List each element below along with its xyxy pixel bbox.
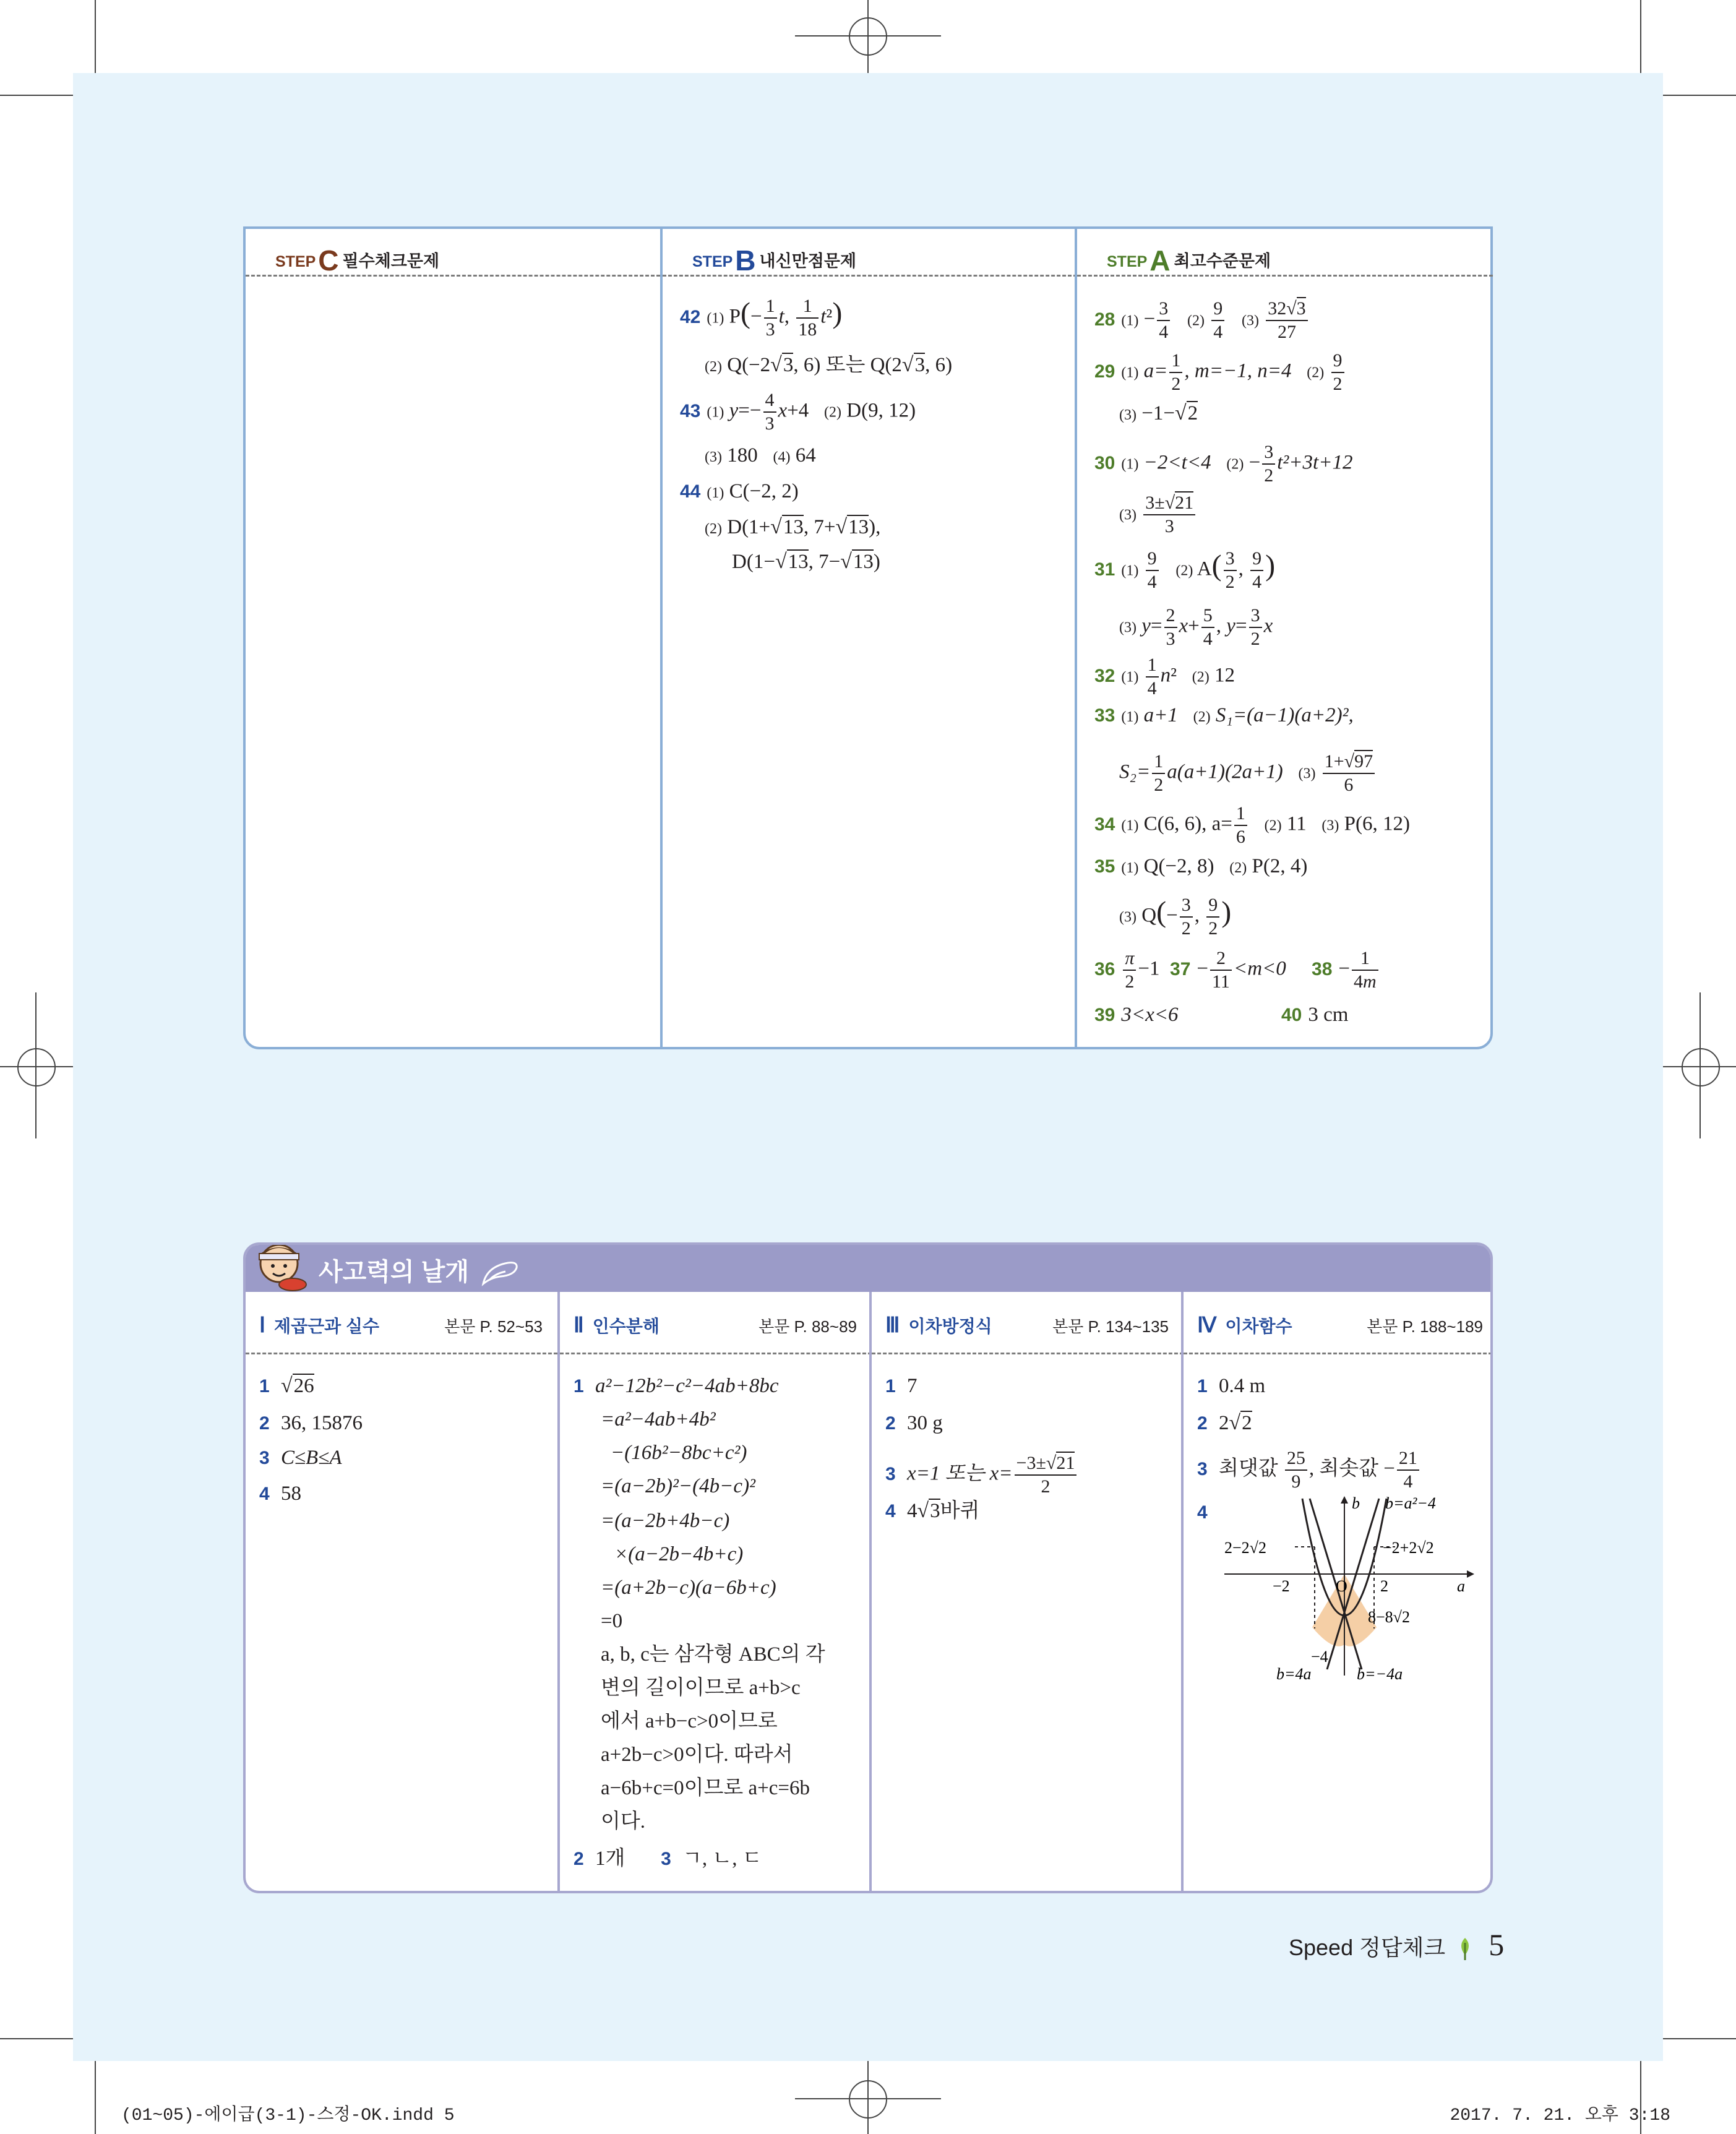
crop-mark [95,2061,96,2134]
answer-text: 0.4 m [1218,1375,1266,1397]
step-letter: A [1149,244,1171,277]
unit-1-column [246,1292,557,1891]
roman-numeral: Ⅲ [885,1314,900,1337]
roman-numeral: Ⅰ [259,1314,266,1337]
date-slug: 2017. 7. 21. 오후 3:18 [1450,2106,1670,2125]
answer-35-3: (3) Q(− $\frac{3}{2}$ , $\frac{9}{2}$ ) [1119,895,1232,939]
registration-line [1699,992,1701,1138]
answer-number: 2 [574,1849,584,1869]
unit-name: 이차방정식 [908,1317,992,1336]
answer-text: 에서 a+b−c>0이므로 [601,1710,778,1732]
crop-mark [0,2038,73,2039]
part-label: (3) [1119,407,1137,423]
step-a-header [1077,229,1493,277]
answer-text: , 7+ [803,516,836,538]
right-intersection-label: −2+2√2 [1383,1539,1434,1557]
part-label: (1) [1121,860,1139,876]
registration-mark [17,1048,56,1086]
answer-text: 30 g [906,1412,943,1434]
answer-text: a−6b+c=0이므로 a+c=6b [601,1777,810,1799]
u3-answer-3: 3 x=1 또는 x= $\frac{-3\pm√21}{2}$ [885,1454,1078,1496]
part-label: (2) [1307,364,1325,381]
part-label: (1) [1121,669,1139,686]
answer-35-1 [1094,854,1307,880]
answer-number: 1 [1197,1376,1208,1396]
answer-number: 3 [661,1849,671,1869]
answer-text: =(a−2b)²−(4b−c)² [601,1475,755,1497]
part-label: (4) [773,449,791,465]
crop-mark [1663,95,1736,96]
line-label-4a: b=4a [1276,1665,1312,1683]
part-label: (1) [707,404,724,421]
answer-text: 1개 [595,1848,625,1870]
unit-1-label [259,1313,379,1338]
left-intersection-label: 2−2√2 [1224,1539,1266,1557]
answer-text: −2<t<4 [1143,451,1211,474]
answer-text: =a²−4ab+4b² [601,1408,716,1431]
registration-line [867,2061,869,2134]
answer-number: 1 [259,1376,270,1396]
u2-text-2 [601,1676,801,1700]
answer-29-3: (3) −1−√2 [1119,402,1198,424]
registration-line [0,1066,73,1067]
answer-text: a+2b−c>0이다. 따라서 [601,1744,793,1766]
answer-text: 바퀴 [940,1500,980,1522]
page-footer [1289,1927,1504,1963]
step-b-label [692,240,857,277]
u2-text-3 [601,1709,778,1734]
answer-text: 64 [795,444,816,467]
answer-number: 37 [1170,958,1191,979]
u2-text-6 [601,1809,645,1834]
curve-label: b=a²−4 [1385,1494,1436,1512]
unit-name: 이차함수 [1225,1317,1292,1336]
crop-mark [1640,0,1641,73]
u3-answer-1 [885,1374,917,1399]
u4-answer-3: 3 최댓값 $\frac{25}{9}$ , 최솟값 − $\frac{21}{4}$ [1197,1449,1421,1491]
leaf-icon [1458,1937,1472,1961]
u1-answer-2 [259,1411,363,1436]
answer-30-3: (3) $\frac{3\pm√21}{3}$ [1119,494,1197,536]
step-c-label [275,240,440,277]
u2-line-2 [601,1407,716,1432]
part-label: (3) [1241,312,1259,329]
crop-mark [0,95,73,96]
answer-text: , 7− [808,551,841,573]
answer-40 [1281,1002,1348,1028]
step-name: 필수체크문제 [342,252,440,270]
answer-text: 3<x<6 [1121,1004,1179,1026]
mascot-icon [248,1242,316,1294]
label-text: −2+2 [1383,1539,1417,1557]
answer-text: C(6, 6), a= [1143,812,1232,835]
step-name: 내신만점문제 [759,252,857,270]
answer-text: ) [873,551,880,573]
file-slug: (01~05)-에이급(3-1)-스정-OK.indd 5 [121,2106,455,2125]
step-word: STEP [692,253,733,270]
registration-line [35,992,37,1138]
step-b-header [663,229,1077,277]
unit-4-header [1184,1292,1493,1354]
sago-title-text: 사고력의 날개 [319,1258,469,1286]
answer-number: 28 [1094,309,1115,330]
step-word: STEP [275,253,316,270]
answer-34: 34 (1) C(6, 6), a= $\frac{1}{6}$ (2) 11 (3) P(6, 12) [1094,803,1410,847]
roman-numeral: Ⅳ [1197,1314,1217,1337]
answer-30-1: 30 (1) −2<t<4 (2) − $\frac{3}{2}$ t²+3t+12 [1094,442,1353,486]
u2-answer-1 [574,1374,779,1399]
answer-text: C≤B≤A [280,1447,342,1469]
part-label: (2) [1193,709,1211,725]
answer-text: −1− [1141,402,1175,424]
u1-answer-3 [259,1445,342,1471]
u2-answer-2-3 [574,1846,762,1872]
crop-mark [1663,2038,1736,2039]
answer-text: 7 [906,1375,917,1397]
answer-text: 180 [727,444,758,467]
sago-header [246,1245,1490,1292]
answer-text: x=1 또는 x= [906,1462,1013,1485]
u2-line-3 [611,1440,747,1465]
part-label: (2) [1175,562,1193,579]
answer-number: 35 [1094,856,1115,877]
u4-answer-4 [1197,1500,1214,1525]
step-letter: C [318,244,339,277]
answer-number: 4 [885,1501,896,1521]
unit-2-page: 본문 P. 88~89 [758,1317,857,1336]
answer-number: 2 [885,1413,896,1434]
answer-number: 44 [680,481,701,502]
answer-number: 42 [680,306,701,327]
answer-33-2: S₂= $\frac{1}{2}$ a(a+1)(2a+1) (3) $\frac{1+√97}{6}$ [1119,752,1377,794]
step-c-header [246,229,660,277]
part-label: (3) [1119,507,1137,523]
answer-number: 2 [1197,1413,1208,1434]
part-label: (2) [824,404,842,421]
answer-text: P(6, 12) [1344,812,1410,835]
answer-text: 36, 15876 [280,1412,363,1434]
u1-answer-4 [259,1481,301,1507]
wing-icon [481,1259,520,1288]
answer-number: 36 [1094,958,1115,979]
answer-text: D(1+ [727,516,771,538]
u2-line-8 [601,1609,622,1633]
label-text: 2−2 [1224,1539,1250,1557]
origin-label: O [1336,1577,1347,1595]
u2-line-4 [601,1474,755,1499]
b-axis-arrow [1341,1496,1348,1504]
low-intersection-label: 8−8√2 [1368,1608,1410,1626]
answer-28: 28 (1) − $\frac{3}{4}$ (2) $\frac{9}{4}$ (3) $\frac{32√3}{27}$ [1094,299,1310,342]
step-answer-box [243,226,1493,1049]
u2-line-7 [601,1575,776,1600]
u2-text-4 [601,1742,793,1767]
answer-number: 4 [1197,1502,1208,1523]
u1-answer-1: 1 √26 [259,1374,314,1397]
unit-2-column [557,1292,872,1891]
answer-text: 12 [1214,664,1235,687]
answer-number: 29 [1094,361,1115,382]
answer-number: 34 [1094,814,1115,835]
part-label: (3) [1119,619,1137,636]
answer-text: ), [869,516,881,538]
b-axis-label: b [1352,1494,1360,1512]
answer-text: S₁=(a−1)(a+2)², [1215,704,1354,726]
line-label-minus4a: b=−4a [1357,1665,1403,1683]
part-label: (1) [707,310,724,327]
answer-42-2: (2) Q(−2√3, 6) 또는 Q(2√3, 6) [705,353,953,376]
answer-text: a(a+1)(2a+1) [1167,760,1283,783]
part-label: (1) [1121,817,1139,834]
step-word: STEP [1107,253,1148,270]
answer-36-38: 36 $\frac{\pi}{2}$ −1 37 − $\frac{2}{11}$ <m<0 38 − $\frac{1}{4m}$ [1094,949,1380,991]
u4-answer-1 [1197,1374,1265,1399]
answer-number: 2 [259,1413,270,1434]
unit-2-header [560,1292,872,1354]
part-label: (2) [1192,669,1210,686]
answer-text: 3 cm [1308,1004,1349,1026]
answer-text: C(−2, 2) [729,480,799,502]
answer-43-1: 43 (1) y=− $\frac{4}{3}$ x+4 (2) D(9, 12) [680,390,916,434]
answer-text: 11 [1286,812,1307,835]
answer-number: 33 [1094,705,1115,726]
answer-text: =0 [601,1610,623,1632]
answer-text: a= [1143,359,1168,382]
answer-39 [1094,1002,1179,1028]
parabola-graph [1221,1490,1480,1688]
unit-3-label [885,1313,992,1338]
answer-text: , 6) [925,354,953,376]
answer-42-1: 42 (1) P(− $\frac{1}{3}$ t, $\frac{1}{18}$ t²) [680,296,843,340]
answer-number: 3 [885,1463,896,1484]
answer-text: D(9, 12) [846,399,916,422]
registration-line [867,0,869,73]
a-axis-arrow [1467,1570,1474,1578]
answer-number: 3 [259,1448,270,1468]
step-a-label [1107,240,1271,277]
step-a-column [1075,229,1493,1047]
part-label: (1) [1121,456,1139,473]
answer-43-3 [705,443,816,470]
part-label: (2) [705,359,722,375]
sago-answer-box [243,1242,1493,1893]
answer-number: 30 [1094,452,1115,473]
answer-number: 40 [1281,1005,1302,1025]
answer-text: 58 [280,1482,301,1505]
answer-number: 31 [1094,559,1115,580]
part-label: (1) [1121,709,1139,725]
part-label: (3) [1298,765,1316,782]
answer-31-1: 31 (1) $\frac{9}{4}$ (2) A( $\frac{3}{2}$ , $\frac{9}{4}$ ) [1094,548,1276,592]
answer-text: D(1− [732,551,775,573]
unit-name: 제곱근과 실수 [274,1317,380,1336]
answer-44-3: D(1−√13, 7−√13) [732,550,880,573]
unit-1-page: 본문 P. 52~53 [444,1317,543,1336]
answer-text: <m<0 [1233,957,1286,980]
part-label: (2) [1264,817,1282,834]
unit-3-page: 본문 P. 134~135 [1052,1317,1169,1336]
answer-44-1 [680,479,799,506]
unit-4-column [1181,1292,1493,1891]
answer-31-3: (3) y= $\frac{2}{3}$ x+ $\frac{5}{4}$ , y= $\frac{3}{2}$ x [1119,605,1273,649]
answer-32: 32 (1) $\frac{1}{4}$ n² (2) 12 [1094,655,1235,699]
answer-text: Q(−2 [727,354,771,376]
answer-text: a²−12b²−c²−4ab+8bc [595,1375,779,1397]
answer-text: −1 [1138,957,1160,980]
sago-title [319,1252,520,1288]
label-text: 8−8 [1368,1608,1393,1626]
unit-1-header [246,1292,557,1354]
u3-answer-4: 4 4√3바퀴 [885,1499,980,1522]
answer-text: 변의 길이이므로 a+b>c [601,1677,801,1699]
part-label: (1) [707,485,724,501]
step-name: 최고수준문제 [1174,252,1271,270]
unit-2-label [574,1313,660,1338]
minus-four-label: −4 [1311,1648,1328,1666]
u4-answer-2: 2 2√2 [1197,1411,1252,1434]
unit-name: 인수분해 [592,1317,660,1336]
unit-4-label [1197,1313,1292,1338]
unit-4-page: 본문 P. 188~189 [1367,1317,1483,1336]
answer-text: , m=−1, n=4 [1184,359,1292,382]
answer-text: 이다. [601,1810,646,1833]
answer-text: a+1 [1143,704,1178,726]
part-label: (2) [1187,312,1205,329]
answer-text: S₂= [1119,760,1151,783]
footer-label: Speed 정답체크 [1289,1935,1446,1960]
answer-number: 43 [680,400,701,421]
answer-text: P(2, 4) [1252,855,1308,877]
answer-number: 32 [1094,665,1115,686]
part-label: (2) [1226,456,1244,473]
answer-text: −(16b²−8bc+c²) [611,1442,747,1464]
u2-text-5 [601,1776,810,1801]
part-label: (1) [1121,562,1139,579]
answer-number: 38 [1312,958,1333,979]
answer-text: Q(−2, 8) [1143,855,1214,877]
answer-text: ×(a−2b−4b+c) [614,1543,744,1565]
minus-two-label: −2 [1273,1577,1290,1595]
two-label: 2 [1380,1577,1388,1595]
step-c-column [246,229,660,1047]
u2-text-1 [601,1642,825,1667]
answer-number: 3 [1197,1458,1208,1479]
part-label: (1) [1121,364,1139,381]
part-label: (2) [1229,860,1247,876]
part-label: (3) [1321,817,1339,834]
step-b-column [660,229,1077,1047]
answer-29-1: 29 (1) a= $\frac{1}{2}$ , m=−1, n=4 (2) $\frac{9}{2}$ [1094,351,1346,394]
part-label: (2) [705,521,722,537]
page-number: 5 [1489,1927,1505,1962]
answer-44-2: (2) D(1+√13, 7+√13), [705,515,881,538]
answer-text: , 6) 또는 Q(2 [793,354,902,376]
answer-number: 4 [259,1484,270,1504]
answer-number: 39 [1094,1005,1115,1025]
answer-text: ㄱ, ㄴ, ㄷ [682,1848,762,1870]
answer-text: t²+3t+12 [1277,451,1353,474]
answer-33-1 [1094,703,1354,729]
crop-mark [95,0,96,73]
answer-number: 1 [885,1376,896,1396]
registration-mark [1682,1048,1720,1086]
answer-text: , 최솟값 − [1308,1457,1395,1480]
part-label: (3) [1119,909,1137,926]
unit-3-header [872,1292,1184,1354]
unit-3-column [869,1292,1184,1891]
answer-text: a, b, c는 삼각형 ABC의 각 [601,1643,825,1666]
u2-line-6 [614,1542,743,1567]
answer-text: =(a+2b−c)(a−6b+c) [601,1577,776,1599]
a-axis-label: a [1457,1577,1465,1595]
answer-text: =(a−2b+4b−c) [601,1510,730,1532]
u2-line-5 [601,1508,729,1533]
step-letter: B [735,244,756,277]
answer-text: 최댓값 [1218,1457,1278,1480]
answer-number: 1 [574,1376,584,1396]
u3-answer-2 [885,1411,943,1436]
part-label: (3) [705,449,722,465]
part-label: (1) [1121,312,1139,329]
roman-numeral: Ⅱ [574,1314,584,1337]
